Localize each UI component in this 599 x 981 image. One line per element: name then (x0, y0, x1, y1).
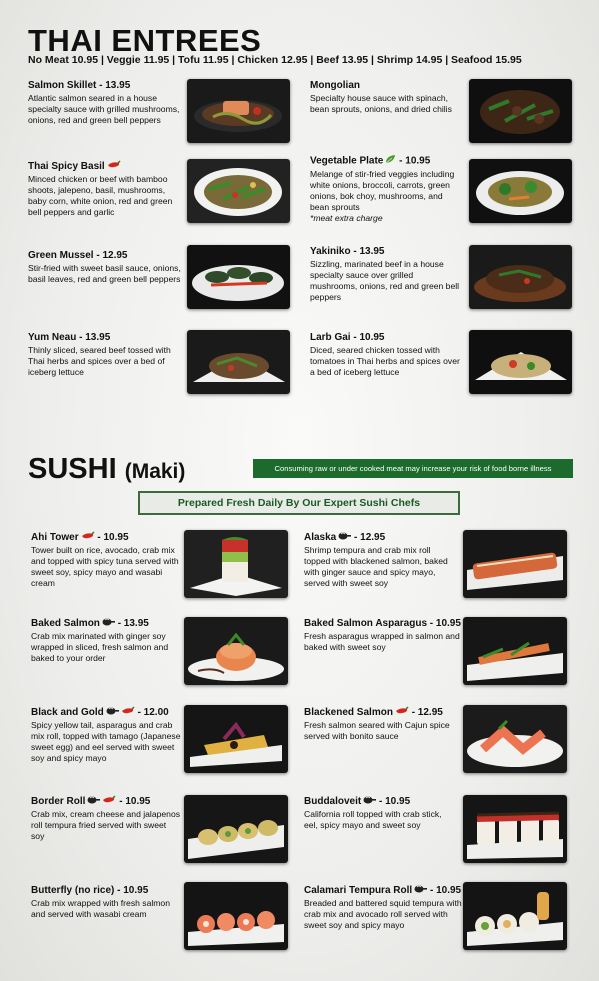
item-description: Crab mix wrapped with fresh salmon and served with wasabi cream (31, 898, 170, 919)
item-price: - 10.95 (116, 796, 151, 808)
item-description: Specialty house sauce with spinach, bean sprouts, onions, and dried chilis (310, 93, 452, 114)
item-description: Crab mix marinated with ginger soy wrapped in sliced, fresh salmon and baked to your order (31, 631, 169, 664)
alaska-photo (463, 530, 567, 598)
item-name: Baked Salmon Asparagus - 10.95 (304, 618, 461, 629)
item-price: - 10.95 (396, 155, 431, 167)
item-description: Minced chicken or beef with bamboo shoots, jalepeno, basil, mushrooms, baby corn, white onion, red and green bell peppers and garlic (28, 174, 173, 218)
menu-item-border-roll (31, 795, 181, 842)
menu-item-buddaloveit (304, 795, 456, 831)
item-name: Black and Gold (31, 707, 104, 719)
menu-item-ahi-tower (31, 531, 181, 589)
item-name: Yum Neau - 13.95 (28, 332, 111, 343)
yum-neau-photo (187, 330, 290, 394)
item-description: Diced, seared chicken tossed with tomatoes in Thai herbs and spices over a bed of iceberg lettuce (310, 345, 460, 377)
menu-item-baked-salmon-asparagus (304, 617, 464, 653)
menu-item-thai-spicy-basil (28, 160, 178, 218)
item-name: Baked Salmon (31, 618, 100, 630)
item-price: - 10.95 (427, 885, 462, 897)
item-description: Spicy yellow tail, asparagus and crab mix roll, topped with tamago (Japanese sweet egg) and eel served with sweet soy and spicy mayo (31, 720, 181, 764)
menu-item-yum-neau (28, 331, 188, 378)
item-description: Fresh salmon seared with Cajun spice served with bonito sauce (304, 720, 450, 742)
item-price: - 12.95 (408, 707, 443, 719)
item-description: Atlantic salmon seared in a house specialty sauce with grilled mushrooms, onions, red and green bell peppers (28, 93, 180, 125)
cooked-pan-icon (102, 617, 115, 630)
green-mussel-photo (187, 245, 290, 309)
menu-item-green-mussel (28, 249, 184, 285)
item-name: Alaska (304, 532, 337, 544)
salmon-skillet-photo (187, 79, 290, 143)
blackened-salmon-photo (463, 705, 567, 773)
menu-item-blackened-salmon (304, 706, 456, 742)
sushi-title: SUSHI (28, 453, 117, 485)
menu-item-vegetable-plate (310, 154, 462, 224)
item-name: Salmon Skillet - 13.95 (28, 80, 131, 91)
chili-pepper-icon (107, 160, 121, 173)
menu-item-mongolian (310, 79, 460, 115)
chili-pepper-icon (102, 795, 116, 808)
item-price: - 13.95 (114, 618, 149, 630)
menu-item-black-and-gold (31, 706, 181, 764)
menu-item-alaska (304, 531, 456, 589)
sushi-subtitle: (Maki) (124, 460, 186, 483)
menu-item-butterfly (31, 884, 181, 920)
item-description: Tower built on rice, avocado, crab mix and topped with spicy tuna served with sweet soy, spicy mayo and wasabi cream (31, 545, 179, 589)
baked-salmon-asparagus-photo (463, 617, 567, 685)
item-price: - 12.00 (134, 707, 169, 719)
chili-pepper-icon (81, 531, 95, 544)
item-name: Ahi Tower (31, 532, 79, 544)
item-description: Crab mix, cream cheese and jalapenos roll tempura fried served with sweet soy (31, 809, 181, 842)
item-description: Breaded and battered squid tempura with crab mix and avocado roll served with sweet soy and spicy mayo (304, 898, 462, 931)
thai-spicy-basil-photo (187, 159, 290, 223)
item-name: Blackened Salmon (304, 707, 393, 719)
menu-item-calamari-tempura-roll (304, 884, 464, 931)
mongolian-photo (469, 79, 572, 143)
ahi-tower-photo (184, 530, 288, 598)
chili-pepper-icon (395, 706, 409, 719)
raw-food-warning: Consuming raw or under cooked meat may increase your risk of food borne illness (253, 459, 573, 478)
menu-item-yakiniko (310, 245, 462, 303)
baked-salmon-photo (184, 617, 288, 685)
prepared-fresh-banner: Prepared Fresh Daily By Our Expert Sushi Chefs (138, 491, 460, 515)
butterfly-photo (184, 882, 288, 950)
cooked-pan-icon (106, 706, 119, 719)
cooked-pan-icon (87, 795, 100, 808)
item-name: Larb Gai - 10.95 (310, 332, 385, 343)
item-name: Calamari Tempura Roll (304, 885, 413, 897)
item-description: Melange of stir-fried veggies including white onions, broccoli, carrots, green onions, bok choy, mushrooms, and bean sprouts (310, 169, 455, 212)
item-name: Border Roll (31, 796, 86, 808)
cooked-pan-icon (338, 531, 351, 544)
item-description: Sizzling, marinated beef in a house specialty sauce over grilled mushrooms, onions, red and green bell peppers (310, 259, 460, 302)
item-description: Stir-fried with sweet basil sauce, onions, basil leaves, red and green bell peppers (28, 263, 181, 284)
cooked-pan-icon (414, 884, 427, 897)
cooked-pan-icon (363, 795, 376, 808)
item-name: Butterfly (no rice) - 10.95 (31, 885, 149, 896)
item-note: *meat extra charge (310, 213, 383, 223)
item-description: Fresh asparagus wrapped in salmon and baked with sweet soy (304, 631, 460, 652)
buddaloveit-photo (463, 795, 567, 863)
thai-entrees-title: THAI ENTREES (28, 23, 262, 58)
border-roll-photo (184, 795, 288, 863)
item-description: Shrimp tempura and crab mix roll topped with blackened salmon, baked with ginger sauce and spicy mayo, served with sweet soy (304, 545, 448, 589)
item-price: - 10.95 (376, 796, 411, 808)
item-name: Thai Spicy Basil (28, 161, 105, 173)
black-and-gold-photo (184, 705, 288, 773)
calamari-tempura-roll-photo (463, 882, 567, 950)
item-name: Buddaloveit (304, 796, 362, 808)
item-name: Green Mussel - 12.95 (28, 250, 128, 261)
item-price: - 10.95 (94, 532, 129, 544)
protein-price-list: No Meat 10.95 | Veggie 11.95 | Tofu 11.95 | Chicken 12.95 | Beef 13.95 | Shrimp 14.95 | Seafood 15.95 (28, 54, 522, 66)
item-name: Yakiniko - 13.95 (310, 246, 385, 257)
item-name: Vegetable Plate (310, 155, 384, 167)
chili-pepper-icon (121, 706, 135, 719)
larb-gai-photo (469, 330, 572, 394)
item-description: Thinly sliced, seared beef tossed with Thai herbs and spices over a bed of iceberg lettuce (28, 345, 171, 377)
menu-item-salmon-skillet (28, 79, 186, 126)
vegetable-plate-photo (469, 159, 572, 223)
sushi-section-title (28, 455, 185, 484)
yakiniko-photo (469, 245, 572, 309)
item-price: - 12.95 (351, 532, 386, 544)
menu-item-larb-gai (310, 331, 462, 378)
item-description: California roll topped with crab stick, eel, spicy mayo and sweet soy (304, 809, 442, 831)
menu-item-baked-salmon (31, 617, 181, 664)
item-name: Mongolian (310, 80, 360, 91)
leaf-icon (385, 154, 396, 168)
